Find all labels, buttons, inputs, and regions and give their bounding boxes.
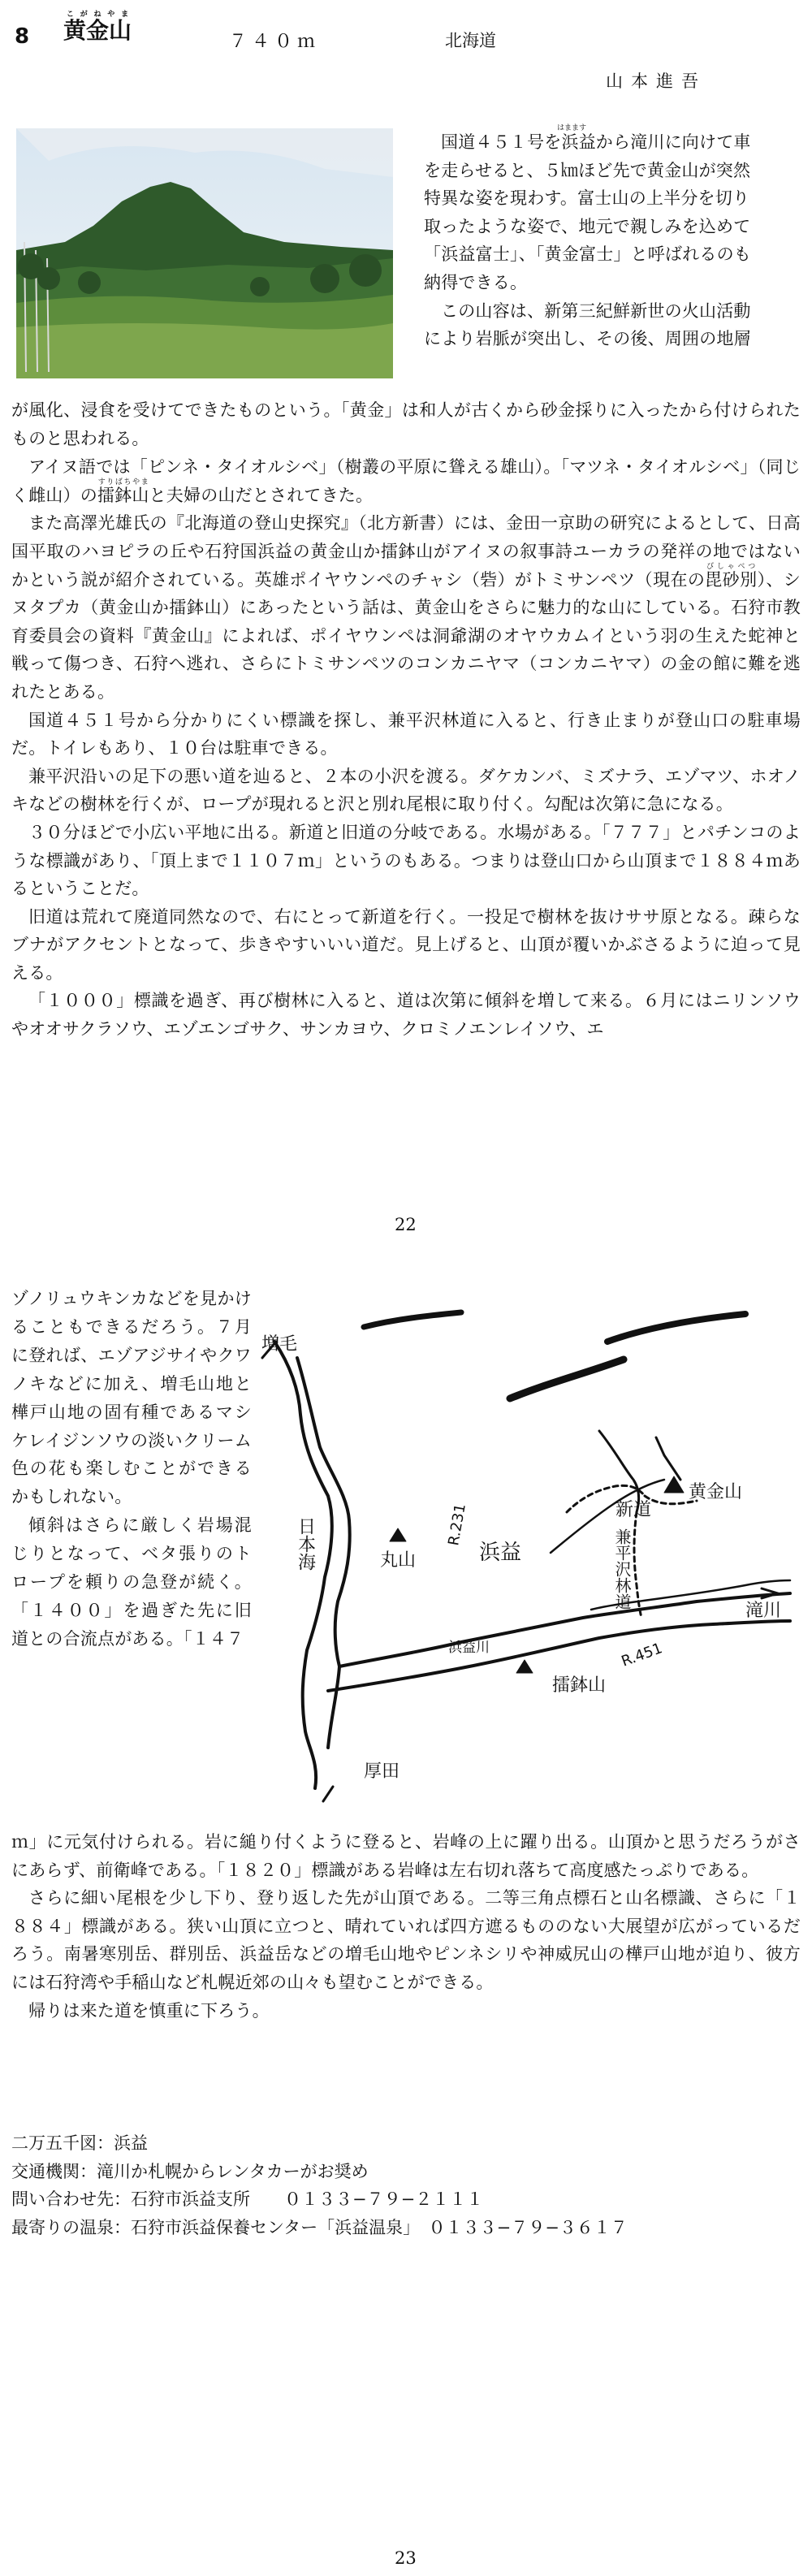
map-label-hamamasu: 浜益 <box>479 1541 522 1565</box>
info-block <box>11 2129 801 2241</box>
paragraph-1-line-3: 特異な姿を現わす。富士山の上半分を切り <box>424 188 750 209</box>
page-22 <box>0 0 812 1251</box>
paragraph-13: さらに細い尾根を少し下り、登り返した先が山頂である。二等三角点標石と山名標識、さらに「１８８４」標識がある。狭い山頂に立つと、晴れていれば四方遮るもののない大展望が広がっているだろう。南暑寒別岳、群別岳、浜益岳などの増毛山地やピンネシリや神威尻山の樺戸山地が迫り、彼方には石狩湾や手稲山など札幌近郊の山々も望むことができる。 <box>11 1888 801 1992</box>
paragraph-2-line-2: により岩脈が突出し、その後、周囲の地層 <box>424 329 751 349</box>
paragraph-1-line-1: 国道４５１号を浜益から滝川に向けて車 <box>441 132 751 152</box>
prefecture: 北海道 <box>445 31 496 50</box>
paragraph-1-line-4: 取ったような姿で、地元で親しみを込めて <box>424 216 751 236</box>
paragraph-6: 兼平沢沿いの足下の悪い道を辿ると、２本の小沢を渡る。ダケカンバ、ミズナラ、エゾマツ、ホオノキなどの樹林を行くが、ロープが現れると沢と別れ尾根に取り付く。勾配は次第に急になる。 <box>11 766 801 815</box>
paragraph-14: 帰りは来た道を慎重に下ろう。 <box>28 2000 270 2021</box>
info-onsen: 最寄りの温泉：石狩市浜益保養センター「浜益温泉」 ０１３３−７９−３６１７ <box>11 2217 628 2237</box>
map-label-atsuta: 厚田 <box>364 1761 400 1782</box>
body-text-page-22 <box>11 396 801 1044</box>
info-map: 二万五千図：浜益 <box>11 2133 148 2153</box>
map-label-maruyama: 丸山 <box>380 1550 417 1571</box>
paragraph-1-line-5: 「浜益富士」、「黄金富士」と呼ばれるのも <box>424 244 751 265</box>
paragraph-7: ３０分ほどで小広い平地に出る。新道と旧道の分岐である。水場がある。「７７７」とパチンコのような標識があり、「頂上まで１１０７ｍ」というのもある。つまりは登山口から山頂まで１８８４ｍあるということだ。 <box>11 822 801 899</box>
paragraph-10: ゾノリュウキンカなどを見かけることもできるだろう。７月に登れば、エゾアジサイやクワノキなどに加え、増毛山地と樺戸山地の固有種であるマシケレイジンソウの淡いクリーム色の花も楽しむことができるかもしれない。 <box>11 1289 252 1507</box>
map-label-hamamasu-river: 浜益川 <box>448 1640 490 1656</box>
map-label-suribachi: 擂鉢山 <box>552 1675 607 1696</box>
map-label-route451: R.451 <box>619 1640 665 1671</box>
map-label-takikawa: 滝川 <box>745 1601 782 1621</box>
paragraph-2-line-1: この山容は、新第三紀鮮新世の火山活動 <box>441 300 751 321</box>
mountain-photo <box>16 128 393 378</box>
page-23 <box>0 1251 812 2576</box>
map-label-mashike: 増毛 <box>261 1334 298 1355</box>
elevation: ７４０ｍ <box>229 32 321 52</box>
title-text: 黄金山 <box>63 17 132 44</box>
map-label-route231: R.231 <box>445 1502 469 1547</box>
hamamasu-ruby: はまます <box>557 124 587 132</box>
paragraph-9: 「１０００」標識を過ぎ、再び樹林に入ると、道は次第に傾斜を増して来る。６月にはニリンソウやオオサクラソウ、エゾエンゴサク、サンカヨウ、クロミノエンレイソウ、エ <box>11 991 801 1039</box>
intro-column <box>424 128 797 353</box>
author: 山本進吾 <box>606 71 706 91</box>
header-number: 8 <box>15 24 30 49</box>
info-transport: 交通機関：滝川か札幌からレンタカーがお奨め <box>11 2161 369 2181</box>
page-title <box>63 11 132 45</box>
paragraph-11: 傾斜はさらに厳しく岩場混じりとなって、ベタ張りのトロープを頼りの急登が続く。「１４００」を過ぎた先に旧道との合流点がある。「１４７ <box>11 1515 252 1649</box>
left-column <box>11 1285 252 1653</box>
map-label-shindo: 新道 <box>615 1500 652 1520</box>
paragraph-2-rest: が風化、浸食を受けてできたものという。「黄金」は和人が古くから砂金採りに入ったから付けられたものと思われる。 <box>11 400 801 448</box>
paragraph-1-line-2: を走らせると、５㎞ほど先で黄金山が突然 <box>424 160 751 180</box>
paragraph-12: ｍ」に元気付けられる。岩に縋り付くように登ると、岩峰の上に躍り出る。山頂かと思うだろうがさにあらず、前衛峰である。「１８２０」標識がある岩峰は左右切れ落ちて高度感たっぷりである。 <box>11 1832 801 1880</box>
paragraph-5: 国道４５１号から分かりにくい標識を探し、兼平沢林道に入ると、行き止まりが登山口の駐車場だ。トイレもあり、１０台は駐車できる。 <box>11 710 801 759</box>
map-label-kogane: 黄金山 <box>689 1482 743 1502</box>
paragraph-8: 旧道は荒れて廃道同然なので、右にとって新道を行く。一投足で樹林を抜けササ原となる。疎らなブナがアクセントとなって、歩きやすいいい道だ。見上げると、山頂が覆いかぶさるように迫って見える。 <box>11 906 801 983</box>
route-map <box>258 1309 794 1813</box>
page-number-22: 22 <box>395 1215 417 1234</box>
paragraph-3: アイヌ語では「ピンネ・タイオルシベ」（樹叢の平原に聳える雄山）。「マツネ・タイオルシベ」（同じく雌山）の擂鉢山すりばちやまと夫婦の山だとされてきた。 <box>11 457 801 505</box>
map-label-kanehira: 兼平沢林道 <box>612 1528 632 1610</box>
body-text-page-23 <box>11 1828 801 2025</box>
map-label-sea: 日本海 <box>295 1517 316 1571</box>
title-ruby: こがねやま <box>63 11 132 19</box>
info-contact: 問い合わせ先：石狩市浜益支所 ０１３３−７９−２１１１ <box>11 2189 484 2210</box>
paragraph-4: また高澤光雄氏の『北海道の登山史探究』（北方新書）には、金田一京助の研究によるとして、日高国平取のハヨピラの丘や石狩国浜益の黄金山か擂鉢山がアイヌの叙事詩ユーカラの発祥の地ではないかという説が紹介されている。英雄ポイヤウンペのチャシ（砦）がトミサンペツ（現在の毘砂別びしゃべつ）、シヌタプカ（黄金山か擂鉢山）にあったという話は、黄金山をさらに魅力的な山にしている。石狩市教育委員会の資料『黄金山』によれば、ポイヤウンペは洞爺湖のオヤウカムイという羽の生えた蛇神と戦って傷つき、石狩へ逃れ、さらにトミサンペツのコンカニヤマ（コンカニヤマ）の金の館に難を逃れたとある。 <box>11 513 801 702</box>
paragraph-1-line-6: 納得できる。 <box>424 272 528 292</box>
page-number-23: 23 <box>395 2548 417 2568</box>
